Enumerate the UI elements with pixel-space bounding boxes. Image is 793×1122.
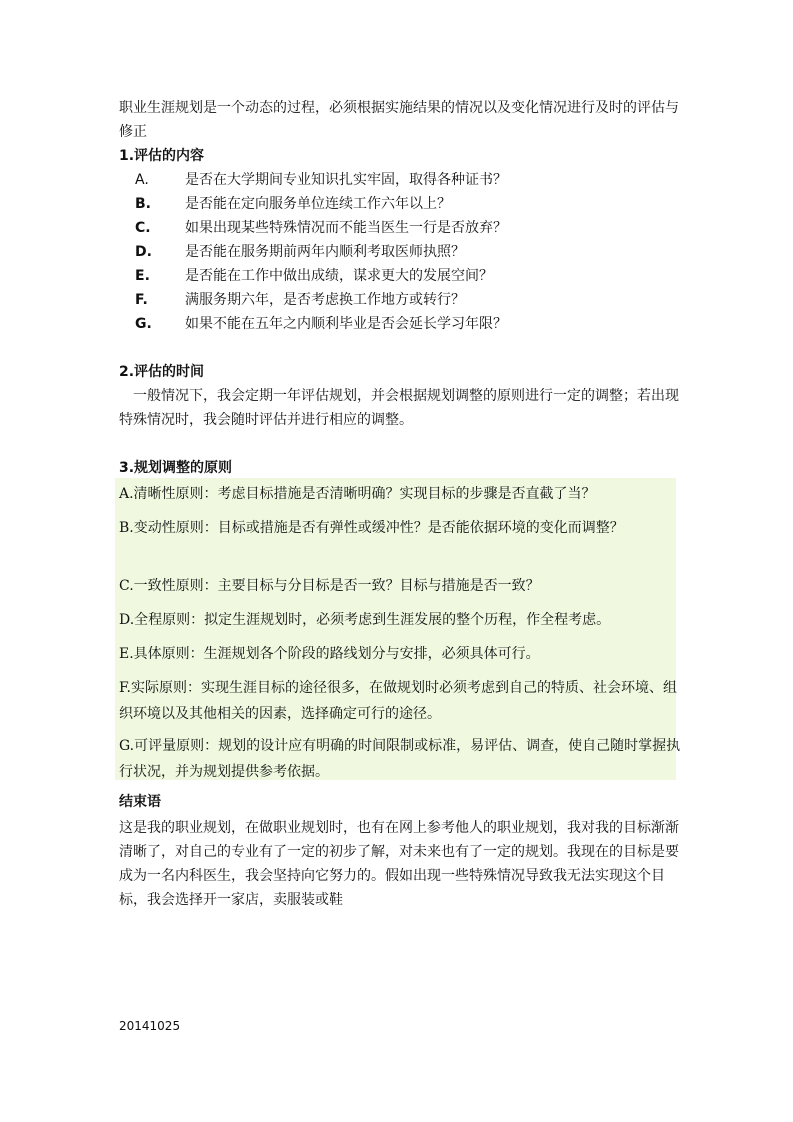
item-text: 是否在大学期间专业知识扎实牢固，取得各种证书？ [185,172,507,188]
footer-date: 20141025 [119,1019,181,1033]
principle-item: B.变动性原则：目标或措施是否有弹性或缓冲性？是否能依据环境的变化而调整？ [119,520,624,536]
item-key: E. [135,268,150,284]
item-text: 满服务期六年，是否考虑换工作地方或转行？ [185,292,465,308]
section-2-body: 一般情况下，我会定期一年评估规划，并会根据规划调整的原则进行一定的调整；若出现特殊情况时，我会随时评估并进行相应的调整。 [119,388,679,428]
evaluation-item [135,290,465,310]
principle-item: D.全程原则：拟定生涯规划时，必须考虑到生涯发展的整个历程，作全程考虑。 [119,612,611,628]
evaluation-item [135,218,507,238]
item-key: G. [135,316,152,332]
evaluation-item [135,266,493,286]
item-key: B. [135,196,151,212]
conclusion-body: 这是我的职业规划，在做职业规划时，也有在网上参考他人的职业规划，我对我的目标渐渐清晰了，对自己的专业有了一定的初步了解，对未来也有了一定的规划。我现在的目标是要成为一名内科医生，我会坚持向它努力的。假如出现一些特殊情况导致我无法实现这个目标，我会选择开一家店，卖服装或鞋 [119,820,679,908]
evaluation-item [135,242,465,262]
item-text: 如果不能在五年之内顺利毕业是否会延长学习年限？ [185,316,507,332]
principle-item: C.一致性原则：主要目标与分目标是否一致？目标与措施是否一致？ [119,578,540,594]
section-2-heading: 2.评估的时间 [119,364,205,380]
intro-paragraph: 职业生涯规划是一个动态的过程，必须根据实施结果的情况以及变化情况进行及时的评估与修正 [119,100,679,140]
evaluation-item [135,170,507,190]
principle-item: G.可评量原则：规划的设计应有明确的时间限制或标准，易评估、调查，使自己随时掌握执行状况，并为规划提供参考依据。 [119,738,681,780]
principle-item: A.清晰性原则：考虑目标措施是否清晰明确？实现目标的步骤是否直截了当？ [119,486,596,502]
item-text: 如果出现某些特殊情况而不能当医生一行是否放弃？ [185,220,507,236]
item-text: 是否能在服务期前两年内顺利考取医师执照？ [185,244,465,260]
section-3-heading: 3.规划调整的原则 [119,460,233,476]
item-text: 是否能在工作中做出成绩，谋求更大的发展空间？ [185,268,493,284]
principle-item: F.实际原则：实现生涯目标的途径很多，在做规划时必须考虑到自己的特质、社会环境、组织环境以及其他相关的因素，选择确定可行的途径。 [119,680,677,722]
item-key: A. [135,172,149,188]
principle-item: E.具体原则：生涯规划各个阶段的路线划分与安排，必须具体可行。 [119,646,540,662]
conclusion-heading: 结束语 [119,794,161,810]
item-key: F. [135,292,148,308]
item-key: D. [135,244,152,260]
evaluation-item [135,194,451,214]
evaluation-item [135,314,507,334]
item-key: C. [135,220,151,236]
section-1-heading: 1.评估的内容 [119,148,205,164]
item-text: 是否能在定向服务单位连续工作六年以上？ [185,196,451,212]
